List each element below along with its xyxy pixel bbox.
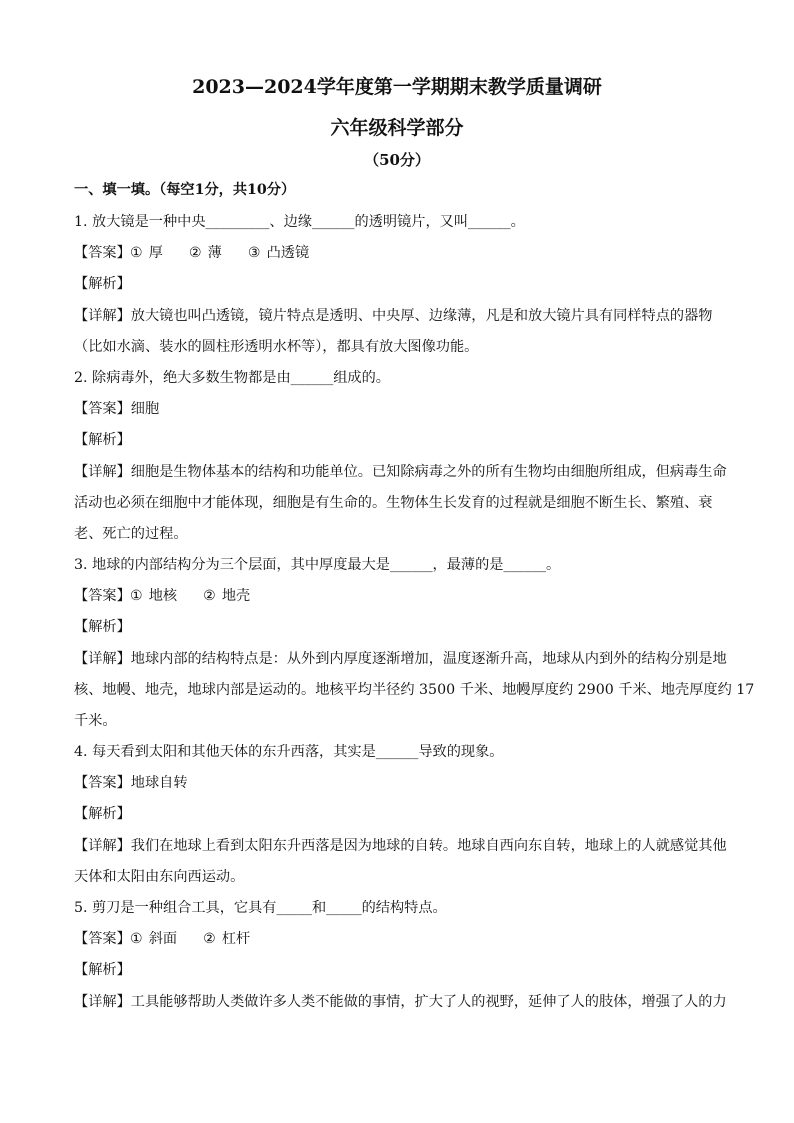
answer-text: 地球自转: [130, 775, 188, 791]
answer-row-3: [74, 586, 276, 606]
detail-label: 【详解】: [74, 994, 131, 1010]
detail-line: 核、地幔、地壳，地球内部是运动的。地核平均半径约 3500 千米、地幔厚度约 2900 千米、地壳厚度约 17: [74, 682, 755, 698]
analysis-label: 【解析】: [74, 806, 131, 822]
answer-row-1: [74, 243, 335, 263]
answer-item: ① 厚: [130, 245, 163, 261]
answer-text: 细胞: [130, 401, 160, 417]
exam-title: 2023—2024学年度第一学期期末教学质量调研: [192, 76, 602, 98]
detail-line: 【详解】地球内部的结构特点是：从外到内厚度逐渐增加，温度逐渐升高，地球从内到外的结构分别是地: [74, 651, 727, 667]
answer-item: ① 地核: [130, 588, 178, 604]
detail-line: 【详解】工具能够帮助人类做许多人类不能做的事情，扩大了人的视野，延伸了人的肢体，增强了人的力: [74, 994, 727, 1010]
answer-row-5: [74, 929, 276, 949]
answer-label: 【答案】: [74, 401, 131, 417]
detail-line: （比如水滴、装水的圆柱形透明水杯等），都具有放大图像功能。: [74, 339, 479, 355]
question-5: 5. 剪刀是一种组合工具，它具有_____和_____的结构特点。: [74, 900, 447, 916]
detail-label: 【详解】: [74, 838, 131, 854]
analysis-label: 【解析】: [74, 276, 131, 292]
analysis-label: 【解析】: [74, 962, 131, 978]
detail-label: 【详解】: [74, 651, 131, 667]
exam-score: （50分）: [364, 151, 430, 169]
answer-label: 【答案】: [74, 245, 131, 261]
analysis-label: 【解析】: [74, 432, 131, 448]
answer-item: ① 斜面: [130, 931, 178, 947]
answer-row-4: [74, 773, 188, 793]
answer-item: ② 薄: [188, 245, 222, 261]
analysis-label: 【解析】: [74, 619, 131, 635]
detail-label: 【详解】: [74, 308, 131, 324]
detail-line: 老、死亡的过程。: [74, 526, 188, 542]
detail-line: 【详解】我们在地球上看到太阳东升西落是因为地球的自转。地球自西向东自转，地球上的人就感觉其他: [74, 838, 727, 854]
answer-label: 【答案】: [74, 931, 131, 947]
section-heading: 一、填一填。（每空1分，共10分）: [74, 182, 296, 198]
question-1: 1. 放大镜是一种中央_________、边缘______的透明镜片，又叫______。: [74, 214, 525, 230]
answer-item: ② 杠杆: [203, 931, 251, 947]
answer-row-2: [74, 399, 159, 419]
detail-line: 千米。: [74, 713, 117, 729]
detail-line: 【详解】细胞是生物体基本的结构和功能单位。已知除病毒之外的所有生物均由细胞所组成，但病毒生命: [74, 464, 727, 480]
detail-line: 活动也必须在细胞中才能体现，细胞是有生命的。生物体生长发育的过程就是细胞不断生长、繁殖、衰: [74, 495, 713, 511]
answer-label: 【答案】: [74, 588, 131, 604]
detail-line: 【详解】放大镜也叫凸透镜，镜片特点是透明、中央厚、边缘薄，凡是和放大镜片具有同样特点的器物: [74, 308, 713, 324]
answer-label: 【答案】: [74, 775, 131, 791]
detail-line: 天体和太阳由东向西运动。: [74, 869, 245, 885]
answer-item: ② 地壳: [203, 588, 251, 604]
question-4: 4. 每天看到太阳和其他天体的东升西落，其实是______导致的现象。: [74, 744, 504, 760]
answer-item: ③ 凸透镜: [247, 245, 310, 261]
question-2: 2. 除病毒外，绝大多数生物都是由______组成的。: [74, 370, 390, 386]
exam-subtitle: 六年级科学部分: [330, 117, 464, 139]
detail-label: 【详解】: [74, 464, 131, 480]
question-3: 3. 地球的内部结构分为三个层面，其中厚度最大是______，最薄的是______。: [74, 557, 561, 573]
